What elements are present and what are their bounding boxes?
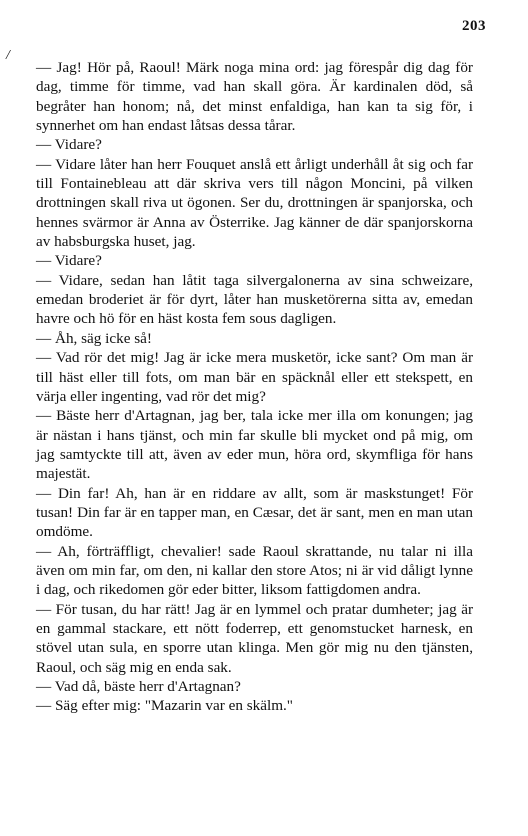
paragraph: — Vad då, bäste herr d'Artagnan? <box>36 678 241 695</box>
paragraph: — Ah, förträffligt, chevalier! sade Raoul skrattande, nu talar ni illa även om min far, om den, ni kallar den store Atos; ni är vid dåligt lynne i dag, och rikedomen gör eder bitter, liksom fattigdomen andra. <box>36 542 473 599</box>
paragraph: — Säg efter mig: "Mazarin var en skälm." <box>36 697 294 715</box>
paragraph: — Bäste herr d'Artagnan, jag ber, tala icke mer illa om konungen; jag är nästan i hans tjänst, och min far skulle bli mycket ond på mig, om jag samtyckte till att, även av eder mun, höra ord, skymfliga för hans majestät. <box>36 407 473 483</box>
paragraph: — Åh, säg icke så! <box>36 329 152 347</box>
page-number: 203 <box>462 18 486 34</box>
paragraph: — Vad rör det mig! Jag är icke mera musketör, icke sant? Om man är till häst eller till fots, om man bär en späcknål eller ett stekspett, en värja eller ingenting, vad rör det mig? <box>36 349 473 405</box>
paragraph: — Din far! Ah, han är en riddare av allt, som är maskstunget! För tusan! Din far är en tapper man, en Cæsar, det är sant, men en man utan omdöme. <box>36 484 473 541</box>
paragraph: — För tusan, du har rätt! Jag är en lymmel och pratar dumheter; jag är en gammal stackare, ett nött foderrep, ett genomstucket harnesk, en stövel utan sula, en sporre utan klinga. Men gör mig nu den tjänsten, Raoul, och säg mig en enda sak. <box>36 600 473 676</box>
paragraph: — Vidare? <box>36 136 102 154</box>
paragraph: — Vidare, sedan han låtit taga silvergalonerna av sina schweizare, emedan broderiet är för dyrt, låter han musketörerna sitta av, emedan havre och hö för en häst kosta fem sous dagligen. <box>36 271 473 328</box>
paragraph: — Vidare låter han herr Fouquet anslå ett årligt underhåll åt sig och far till Fontainebleau att där skriva vers till någon Moncini, på vilken drottningen skall riva ut ögonen. Ser du, drottningen är spanjorska, och hennes svärmor är Anna av Österrike. Jag känner de där spanjorskorna av habsburgska huset, jag. <box>36 155 473 251</box>
margin-mark: / <box>6 48 10 63</box>
paragraph: — Jag! Hör på, Raoul! Märk noga mina ord: jag förespår dig dag för dag, timme för timme, vad han skall göra. Är kardinalen död, så begråter han honom; nå, det minst enfaldiga, han kan ta sig för, i synnerhet om han endast låtsas dessa tårar. <box>36 59 473 135</box>
paragraph: — Vidare? <box>36 252 102 270</box>
text-body <box>36 58 473 716</box>
